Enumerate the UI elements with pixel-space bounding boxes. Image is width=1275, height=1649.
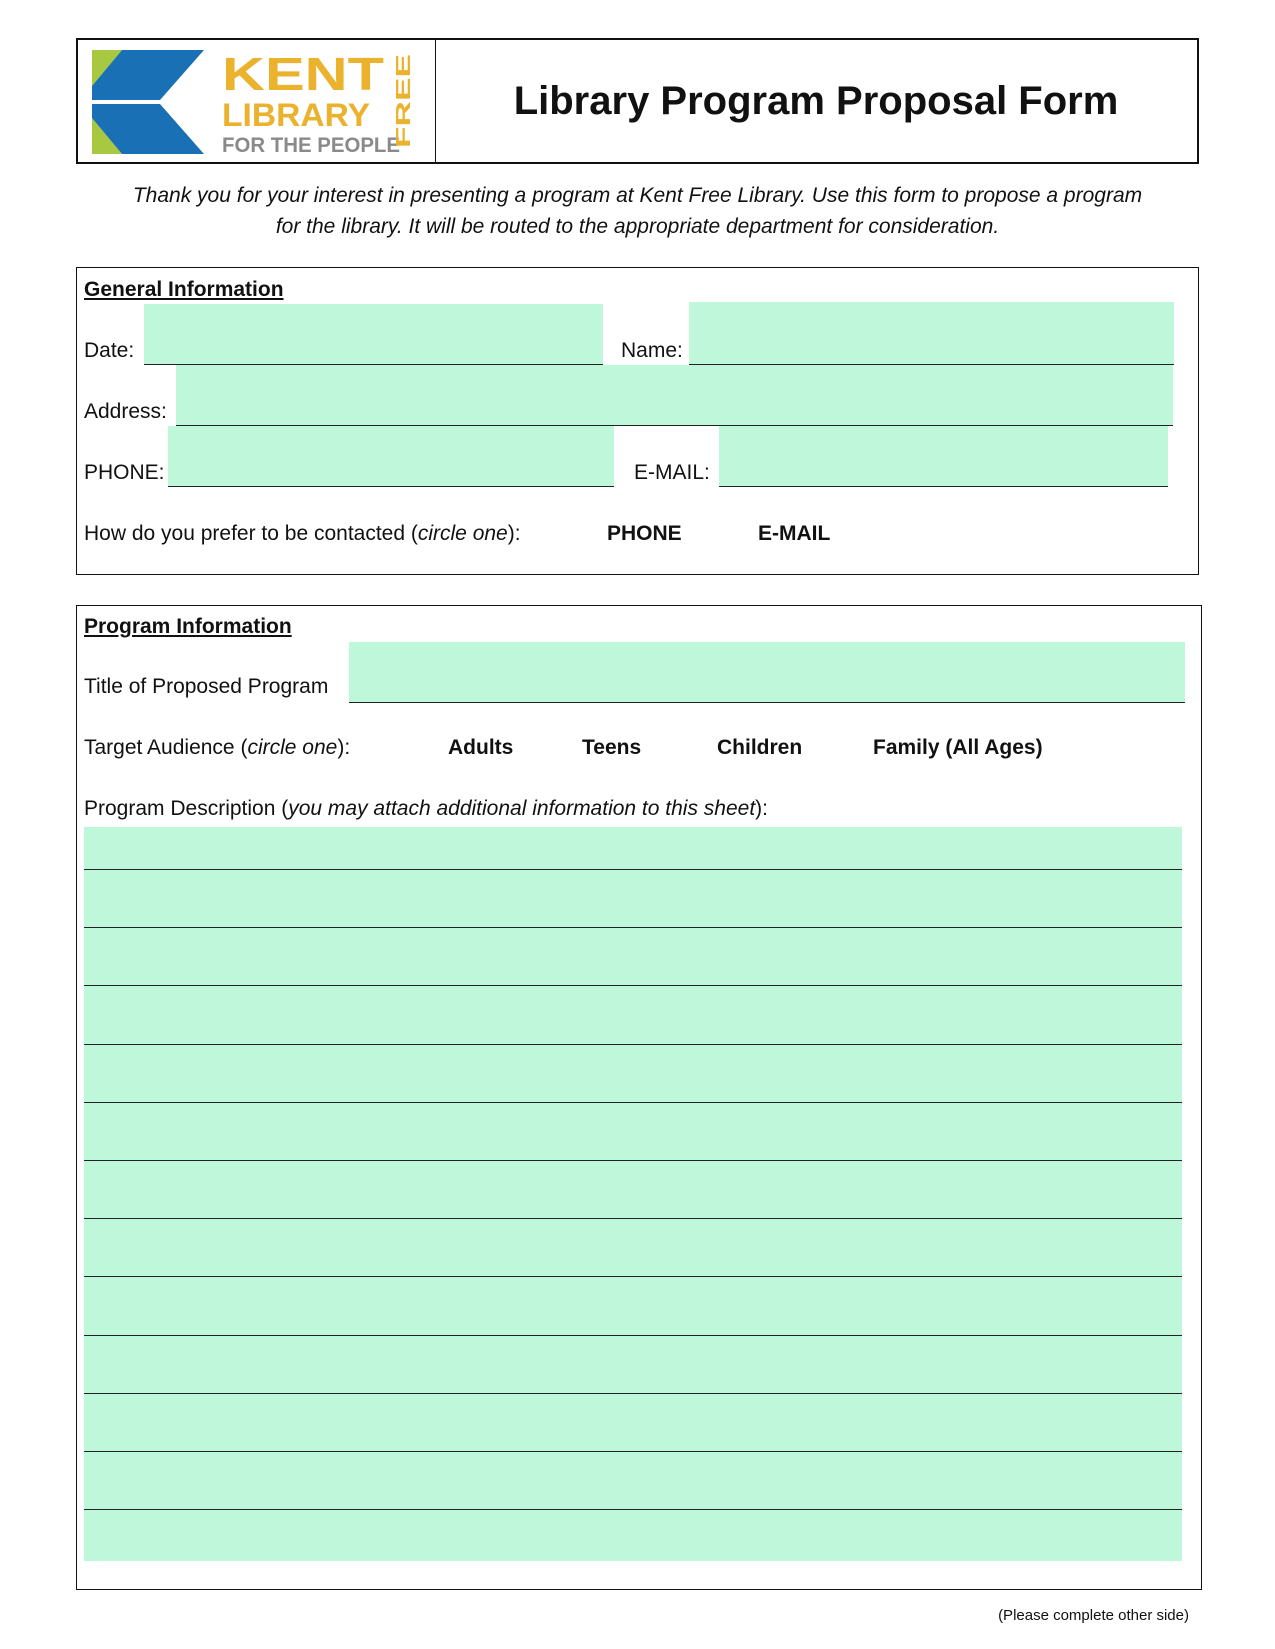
date-label: Date:: [84, 339, 135, 362]
description-line: [84, 869, 1182, 870]
form-header: [76, 38, 1199, 164]
general-information-section: [76, 267, 1199, 575]
intro-line-1: Thank you for your interest in presenting a program at Kent Free Library. Use this form to propose a program: [132, 184, 1143, 207]
name-label: Name:: [621, 339, 683, 362]
email-underline: [719, 486, 1168, 487]
audience-option-children[interactable]: Children: [717, 736, 803, 759]
phone-field[interactable]: [168, 426, 614, 486]
intro-line-2: for the library. It will be routed to the appropriate department for consideration.: [275, 215, 1000, 238]
contact-preference-label: How do you prefer to be contacted (circle one):: [84, 522, 521, 545]
program-description-label: Program Description (you may attach additional information to this sheet):: [84, 797, 768, 820]
contact-option-email[interactable]: E-MAIL: [758, 522, 831, 545]
description-line: [84, 985, 1182, 986]
footer-note: (Please complete other side): [998, 1607, 1189, 1624]
logo-cell: [78, 40, 436, 162]
description-line: [84, 1160, 1182, 1161]
audience-option-teens[interactable]: Teens: [582, 736, 642, 759]
email-label: E-MAIL:: [634, 461, 710, 484]
address-label: Address:: [84, 400, 167, 423]
description-line: [84, 1102, 1182, 1103]
target-audience-label: Target Audience (circle one):: [84, 736, 351, 759]
program-information-section: [76, 605, 1202, 1590]
description-line: [84, 1451, 1182, 1452]
phone-underline: [168, 486, 614, 487]
description-line: [84, 1335, 1182, 1336]
phone-label: PHONE:: [84, 461, 165, 484]
form-title: Library Program Proposal Form: [513, 78, 1119, 123]
program-title-label: Title of Proposed Program: [84, 675, 329, 698]
program-title-underline: [349, 702, 1185, 703]
kent-library-logo: [92, 50, 422, 156]
name-field[interactable]: [689, 302, 1174, 364]
audience-option-adults[interactable]: Adults: [448, 736, 514, 759]
general-information-heading: General Information: [84, 278, 284, 301]
description-line: [84, 1218, 1182, 1219]
description-line: [84, 1276, 1182, 1277]
intro-text: [76, 180, 1199, 242]
email-field[interactable]: [719, 426, 1168, 486]
program-information-heading: Program Information: [84, 615, 292, 638]
description-line: [84, 1509, 1182, 1510]
svg-text:LIBRARY: LIBRARY: [222, 97, 370, 133]
address-field[interactable]: [176, 365, 1173, 425]
description-line: [84, 1044, 1182, 1045]
svg-text:FOR THE PEOPLE: FOR THE PEOPLE: [222, 134, 400, 156]
program-title-field[interactable]: [349, 642, 1185, 702]
svg-text:KENT: KENT: [222, 50, 384, 100]
date-field[interactable]: [144, 304, 603, 364]
description-line: [84, 927, 1182, 928]
svg-text:FREE: FREE: [393, 94, 415, 148]
contact-option-phone[interactable]: PHONE: [607, 522, 682, 545]
audience-option-family[interactable]: Family (All Ages): [873, 736, 1043, 759]
description-line: [84, 1393, 1182, 1394]
